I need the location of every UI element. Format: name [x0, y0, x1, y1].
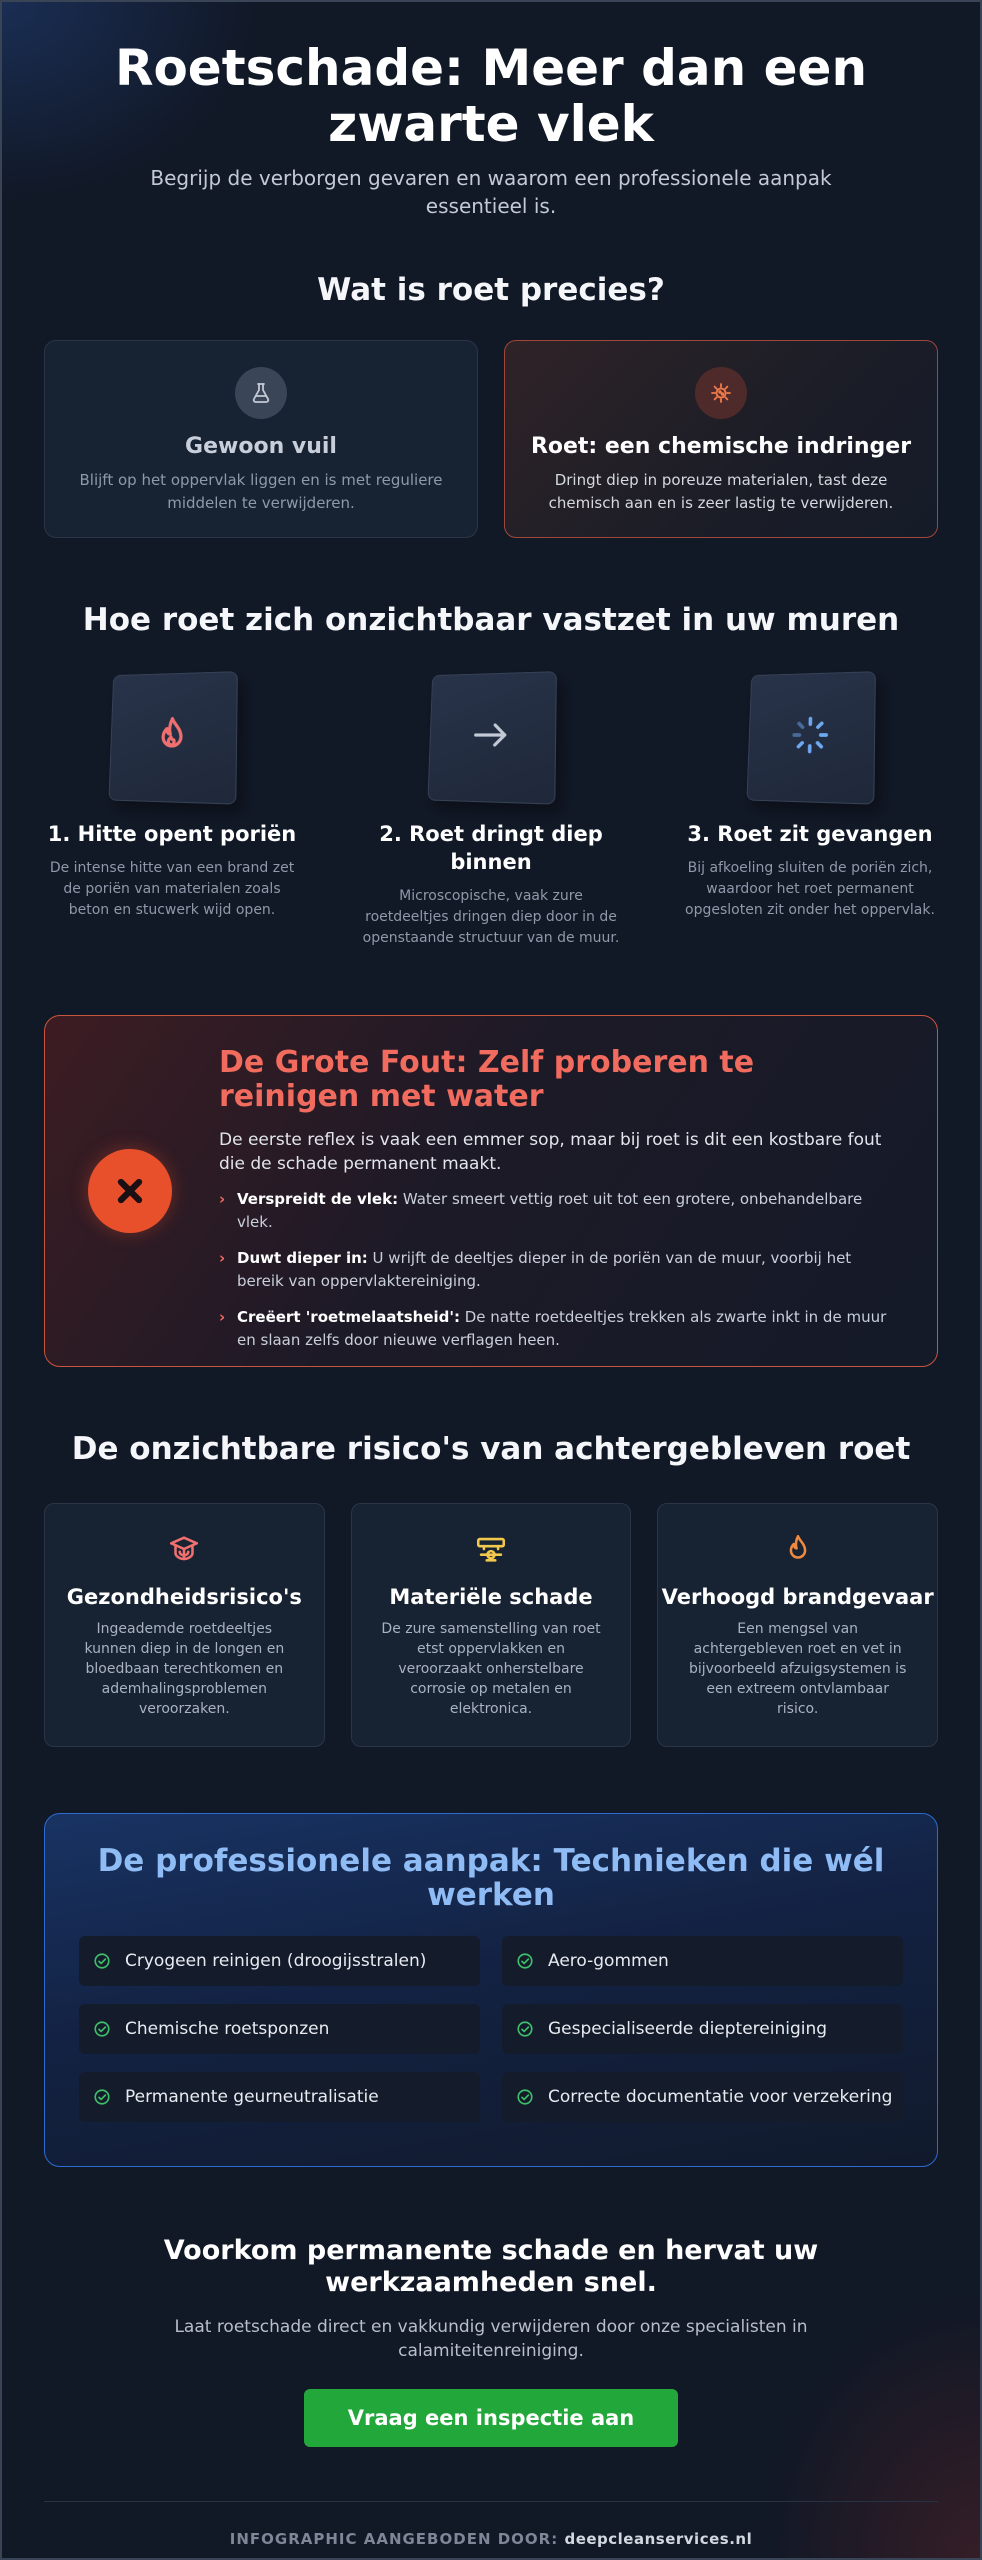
risk-text: Ingeademde roetdeeltjes kunnen diep in de longen en bloedbaan terechtkomen en ademhalingsproblemen veroorzaken. — [84, 1621, 285, 1717]
loader-icon — [788, 713, 832, 761]
technique-label: Cryogeen reinigen (droogijsstralen) — [125, 1951, 427, 1971]
risk-text: De zure samenstelling van roet etst oppervlakken en veroorzaakt onherstelbare corrosie op metalen en elektronica. — [381, 1621, 601, 1717]
step-title: 1. Hitte opent poriën — [47, 822, 297, 846]
list-item — [219, 1247, 897, 1293]
step-text: De intense hitte van een brand zet de poriën van materialen zoals beton en stucwerk wijd open. — [49, 860, 295, 918]
mistake-intro: De eerste reflex is vaak een emmer sop, maar bij roet is dit een kostbare fout die de schade permanent maakt. — [219, 1130, 882, 1174]
flame-icon — [150, 713, 194, 761]
footer-divider — [44, 2501, 938, 2502]
page-title: Roetschade: Meer dan een zwarte vlek — [114, 39, 868, 153]
section-title-what-is: Wat is roet precies? — [317, 272, 665, 308]
bullet-text — [237, 1247, 897, 1293]
lungs-icon — [167, 1551, 201, 1570]
steps-list — [42, 672, 940, 949]
mistake-bullets — [219, 1188, 897, 1352]
risk-title: Materiële schade — [389, 1585, 593, 1609]
bullet-text — [237, 1188, 897, 1234]
check-circle-icon — [516, 1952, 534, 1970]
x-mark-icon — [88, 1149, 172, 1233]
section-title-how: Hoe roet zich onzichtbaar vastzet in uw muren — [82, 602, 900, 638]
technique-label: Correcte documentatie voor verzekering — [548, 2087, 893, 2107]
virus-icon — [695, 367, 747, 419]
step-title: 3. Roet zit gevangen — [687, 822, 933, 846]
check-circle-icon — [516, 2088, 534, 2106]
technique-label: Permanente geurneutralisatie — [125, 2087, 379, 2107]
chevron-right-icon: › — [219, 1190, 226, 1208]
card-text: Blijft op het oppervlak liggen en is met reguliere middelen te verwijderen. — [79, 471, 443, 512]
flask-icon — [235, 367, 287, 419]
pro-title: De professionele aanpak: Technieken die wél werken — [97, 1843, 885, 1913]
list-item — [502, 1936, 903, 1986]
mistake-content — [215, 1016, 937, 1366]
what-is-section — [2, 272, 980, 538]
card-soot — [504, 340, 938, 538]
material-icon — [474, 1551, 508, 1570]
risk-title: Gezondheidsrisico's — [66, 1585, 302, 1609]
footer-domain-link[interactable]: deepcleanservices.nl — [564, 2530, 753, 2548]
card-title: Roet: een chemische indringer — [530, 434, 912, 459]
chevron-right-icon: › — [219, 1249, 226, 1267]
bullet-body: De natte roetdeeltjes trekken als zwarte inkt in de muur en slaan zelfs door nieuwe verflagen heen. — [237, 1308, 887, 1349]
how-section — [2, 602, 980, 949]
card-text: Dringt diep in poreuze materialen, tast deze chemisch aan en is zeer lastig te verwijderen. — [548, 471, 894, 512]
bullet-body: Water smeert vettig roet uit tot een grotere, onbehandelbare vlek. — [237, 1190, 863, 1231]
step-tile — [108, 671, 237, 805]
list-item — [502, 2072, 903, 2122]
bullet-label: Creëert 'roetmelaatsheid': — [237, 1308, 460, 1326]
list-item — [79, 2004, 480, 2054]
bullet-body: U wrijft de deeltjes dieper in de poriën van de muur, voorbij het bereik van oppervlaktereiniging. — [237, 1249, 852, 1290]
step-heat — [42, 672, 302, 949]
request-inspection-button[interactable]: Vraag een inspectie aan — [304, 2389, 678, 2447]
risk-card-fire — [657, 1503, 938, 1747]
step-text: Bij afkoeling sluiten de poriën zich, waardoor het roet permanent opgesloten zit onder het oppervlak. — [685, 860, 935, 918]
card-normal-dirt — [44, 340, 478, 538]
bullet-label: Duwt dieper in: — [237, 1249, 368, 1267]
risk-cards — [44, 1503, 938, 1747]
technique-label: Gespecialiseerde dieptereiniging — [548, 2019, 828, 2039]
bullet-label: Verspreidt de vlek: — [237, 1190, 399, 1208]
risk-card-health — [44, 1503, 325, 1747]
step-penetrate — [361, 672, 621, 949]
step-text: Microscopische, vaak zure roetdeeltjes dringen diep door in de openstaande structuur van de muur. — [362, 888, 620, 946]
technique-list — [79, 1936, 903, 2122]
step-trapped — [680, 672, 940, 949]
footer — [2, 2530, 980, 2548]
page-subtitle: Begrijp de verborgen gevaren en waarom een professionele aanpak essentieel is. — [150, 166, 832, 218]
list-item — [79, 2072, 480, 2122]
risk-card-material — [351, 1503, 632, 1747]
list-item — [219, 1306, 897, 1352]
list-item — [79, 1936, 480, 1986]
check-circle-icon — [516, 2020, 534, 2038]
list-item — [219, 1188, 897, 1234]
hero — [2, 2, 980, 220]
step-tile — [746, 671, 875, 805]
cta-text: Laat roetschade direct en vakkundig verwijderen door onze specialisten in calamiteitenreiniging. — [174, 2317, 808, 2361]
check-circle-icon — [93, 2088, 111, 2106]
bullet-text — [237, 1306, 897, 1352]
fire-icon — [781, 1551, 815, 1570]
check-circle-icon — [93, 1952, 111, 1970]
arrow-right-icon — [467, 711, 515, 763]
technique-label: Chemische roetsponzen — [125, 2019, 330, 2039]
section-title-risks: De onzichtbare risico's van achtergebleven roet — [71, 1431, 911, 1467]
step-tile — [427, 671, 556, 805]
mistake-panel — [44, 1015, 938, 1367]
mistake-icon-wrap — [45, 1016, 215, 1366]
cta-section — [2, 2235, 980, 2447]
comparison-cards — [44, 340, 938, 538]
mistake-title: De Grote Fout: Zelf proberen te reinigen met water — [219, 1045, 755, 1114]
cta-title: Voorkom permanente schade en hervat uw werkzaamheden snel. — [163, 2235, 819, 2298]
risk-title: Verhoogd brandgevaar — [661, 1585, 934, 1609]
check-circle-icon — [93, 2020, 111, 2038]
chevron-right-icon: › — [219, 1308, 226, 1326]
technique-label: Aero-gommen — [548, 1951, 669, 1971]
step-title: 2. Roet dringt diep binnen — [379, 822, 603, 874]
risks-section — [2, 1431, 980, 1747]
risk-text: Een mengsel van achtergebleven roet en vet in bijvoorbeeld afzuigsystemen is een extreem ontvlambaar risico. — [688, 1621, 907, 1717]
list-item — [502, 2004, 903, 2054]
card-title: Gewoon vuil — [185, 434, 337, 459]
footer-label: INFOGRAPHIC AANGEBODEN DOOR: — [229, 2530, 565, 2548]
pro-panel — [44, 1813, 938, 2167]
